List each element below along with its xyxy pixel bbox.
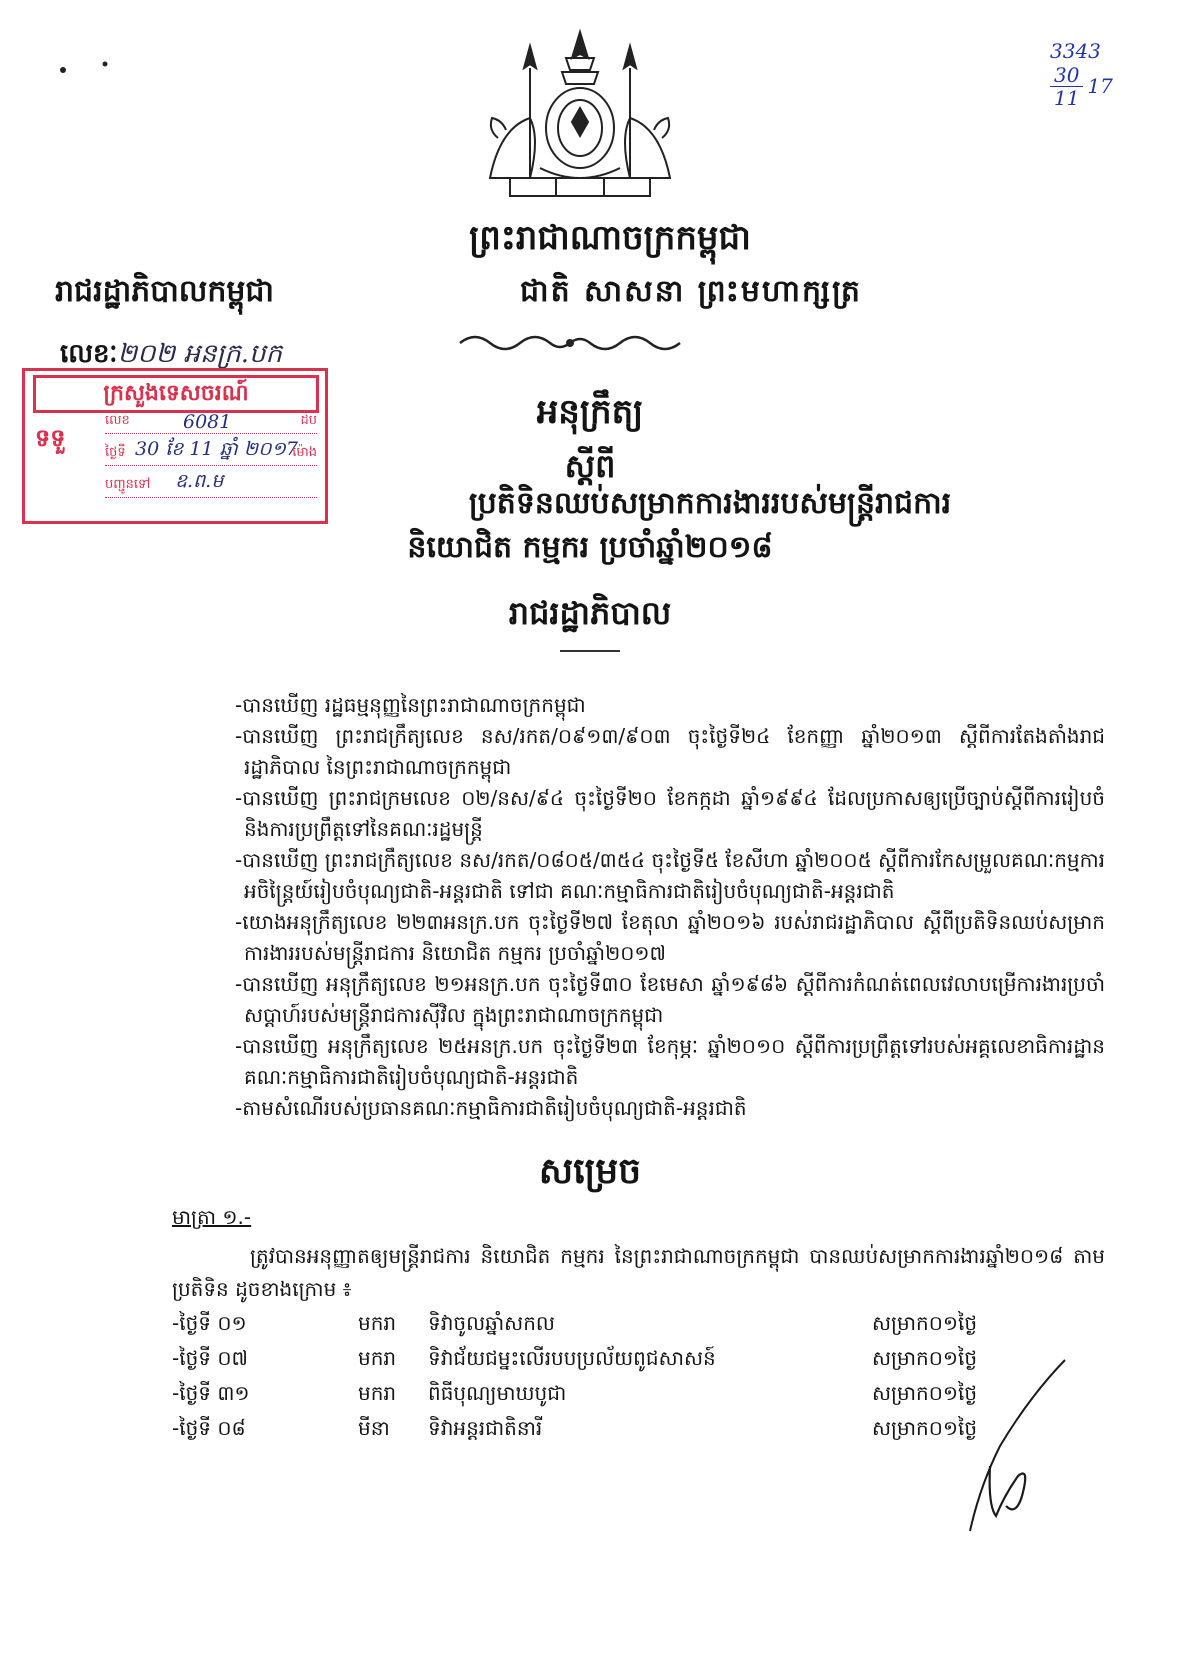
holiday-month: មករា (358, 1311, 397, 1335)
section-divider (560, 650, 620, 652)
article-label: មាត្រា ១.- (172, 1205, 252, 1229)
holiday-name: ទិវាជ័យជម្នះលើរបបប្រល័យពូជសាសន៍ (428, 1346, 716, 1370)
reference-label: លេខៈ (60, 339, 118, 369)
corner-note-line: 3343 (1050, 39, 1101, 63)
stamp-row-tail: ម៉ោង (292, 445, 317, 460)
holiday-day: -ថ្ងៃទី ០១ (172, 1311, 247, 1335)
holiday-day: -ថ្ងៃទី ០៧ (172, 1346, 248, 1370)
article-body: ត្រូវបានអនុញ្ញាតឲ្យមន្ត្រីរាជការ និយោជិត កម្មករ នៃព្រះរាជាណាចក្រកម្ពុជា បានឈប់សម្រាកការងារឆ្នាំ២០១៨ តាមប្រតិទិន ដូចខាងក្រោម ៖ (172, 1244, 1105, 1301)
preamble-item: -បានឃើញ ព្រះរាជក្រឹត្យលេខ នស/រកត/០៩១៣/៩០៣ ចុះថ្ងៃទី២៤ ខែកញ្ញា ឆ្នាំ២០១៣ ស្ដីពីការតែងតាំងរាជរដ្ឋាភិបាល នៃព្រះរាជាណាចក្រកម្ពុជា (235, 724, 1105, 779)
holiday-row (172, 1345, 1072, 1380)
holiday-day: -ថ្ងៃទី ០៨ (172, 1416, 246, 1440)
holiday-list (172, 1310, 1072, 1450)
holiday-rest: សម្រាក០១ថ្ងៃ (872, 1346, 978, 1370)
stamp-row-value: 30 ខែ 11 ឆ្នាំ ២០១7 (135, 438, 298, 460)
holiday-row (172, 1310, 1072, 1345)
stamp-row-label: លេខ (105, 413, 130, 428)
preamble-item: -តាមសំណើរបស់ប្រធានគណៈកម្មាធិការជាតិរៀបចំបុណ្យជាតិ-អន្តរជាតិ (235, 1096, 747, 1120)
about-label: ស្ដីពី (564, 447, 616, 485)
subject-line-2: និយោជិត កម្មករ ប្រចាំឆ្នាំ២០១៨ (407, 530, 773, 565)
holiday-month: មករា (358, 1346, 397, 1370)
corner-note-fraction (1050, 64, 1083, 109)
document-type: អនុក្រឹត្យ (536, 392, 644, 432)
signature-mark (960, 1356, 1070, 1536)
decision-heading: សម្រេច (538, 1151, 642, 1192)
scan-specks (55, 60, 125, 80)
fraction-bottom: 11 (1054, 86, 1080, 110)
stamp-row-value: 6081 (183, 411, 232, 433)
holiday-day: -ថ្ងៃទី ៣១ (172, 1381, 250, 1405)
subject-line-1: ប្រតិទិនឈប់សម្រាកការងាររបស់មន្ត្រីរាជការ (468, 486, 952, 521)
issuer-heading: រាជរដ្ឋាភិបាល (508, 594, 672, 632)
government-name: រាជរដ្ឋាភិបាលកម្ពុជា (55, 274, 274, 309)
holiday-row (172, 1415, 1072, 1450)
holiday-month: មករា (358, 1381, 397, 1405)
holiday-rest: សម្រាក០១ថ្ងៃ (872, 1416, 978, 1440)
stamp-row-label: បញ្ជូនទៅ (105, 477, 151, 492)
fraction-top: 30 (1050, 64, 1083, 87)
kingdom-name: ព្រះរាជាណាចក្រកម្ពុជា (469, 218, 751, 258)
stamp-row-tail: ដប (300, 413, 317, 428)
ornament-divider (455, 330, 685, 356)
corner-note-suffix: 17 (1087, 73, 1113, 98)
preamble-item: -បានឃើញ អនុក្រឹត្យលេខ ២១អនក្រ.បក ចុះថ្ងៃទី៣០ ខែមេសា ឆ្នាំ១៩៨៦ ស្ដីពីការកំណត់ពេលវេលាបម្រើការងារប្រចាំសប្ដាហ៍របស់មន្ត្រីរាជការស៊ីវិល ក្នុងព្រះរាជាណាចក្រកម្ពុជា (235, 972, 1105, 1027)
holiday-name: ពិធីបុណ្យមាឃបូជា (428, 1381, 567, 1405)
holiday-month: មីនា (358, 1416, 390, 1440)
preamble-item: -យោងអនុក្រឹត្យលេខ ២២៣អនក្រ.បក ចុះថ្ងៃទី២៧ ខែតុលា ឆ្នាំ២០១៦ របស់រាជរដ្ឋាភិបាល ស្ដីពីប្រតិទិនឈប់សម្រាកការងាររបស់មន្ត្រីរាជការ និយោជិត កម្មករ ប្រចាំឆ្នាំ២០១៧ (235, 910, 1105, 965)
preamble-item: -បានឃើញ ព្រះរាជក្រមលេខ ០២/នស/៩៤ ចុះថ្ងៃទី២០ ខែកក្កដា ឆ្នាំ១៩៩៤ ដែលប្រកាសឲ្យប្រើច្បាប់ស្ដីពីការរៀបចំ និងការប្រព្រឹត្តទៅនៃគណៈរដ្ឋមន្ត្រី (235, 786, 1105, 841)
holiday-rest: សម្រាក០១ថ្ងៃ (872, 1311, 978, 1335)
holiday-name: ទិវាចូលឆ្នាំសកល (428, 1311, 555, 1335)
stamp-side-label: ទទួ (35, 424, 66, 452)
stamp-row-value: ឧ.ព.ម (175, 470, 224, 492)
preamble-item: -បានឃើញ រដ្ឋធម្មនុញ្ញនៃព្រះរាជាណាចក្រកម្ពុជា (235, 693, 586, 717)
preamble-list (235, 690, 1105, 1124)
preamble-item: -បានឃើញ ព្រះរាជក្រឹត្យលេខ នស/រកត/០៨០៥/៣៥៤ ចុះថ្ងៃទី៥ ខែសីហា ឆ្នាំ២០០៥ ស្ដីពីការកែសម្រួលគណៈកម្មការអចិន្ត្រៃយ៍រៀបចំបុណ្យជាតិ-អន្តរជាតិ ទៅជា គណៈកម្មាធិការជាតិរៀបចំបុណ្យជាតិ-អន្តរជាតិ (235, 848, 1105, 903)
national-motto: ជាតិ សាសនា ព្រះមហាក្សត្រ (520, 274, 862, 309)
handwritten-corner-note (1050, 40, 1113, 109)
stamp-row-label: ថ្ងៃទី (105, 445, 126, 460)
holiday-row (172, 1380, 1072, 1415)
royal-crest-emblem (470, 28, 690, 208)
stamp-title: ក្រសួងទេសចរណ៍ (33, 375, 319, 413)
holiday-rest: សម្រាក០១ថ្ងៃ (872, 1381, 978, 1405)
preamble-item: -បានឃើញ អនុក្រឹត្យលេខ ២៥អនក្រ.បក ចុះថ្ងៃទី២៣ ខែកុម្ភៈ ឆ្នាំ២០១០ ស្ដីពីការប្រព្រឹត្តទៅរបស់អគ្គលេខាធិការដ្ឋាន គណៈកម្មាធិការជាតិរៀបចំបុណ្យជាតិ-អន្តរជាតិ (235, 1034, 1105, 1089)
holiday-name: ទិវាអន្តរជាតិនារី (428, 1416, 543, 1440)
reference-value: ២០២ អនក្រ.បក (117, 339, 283, 369)
